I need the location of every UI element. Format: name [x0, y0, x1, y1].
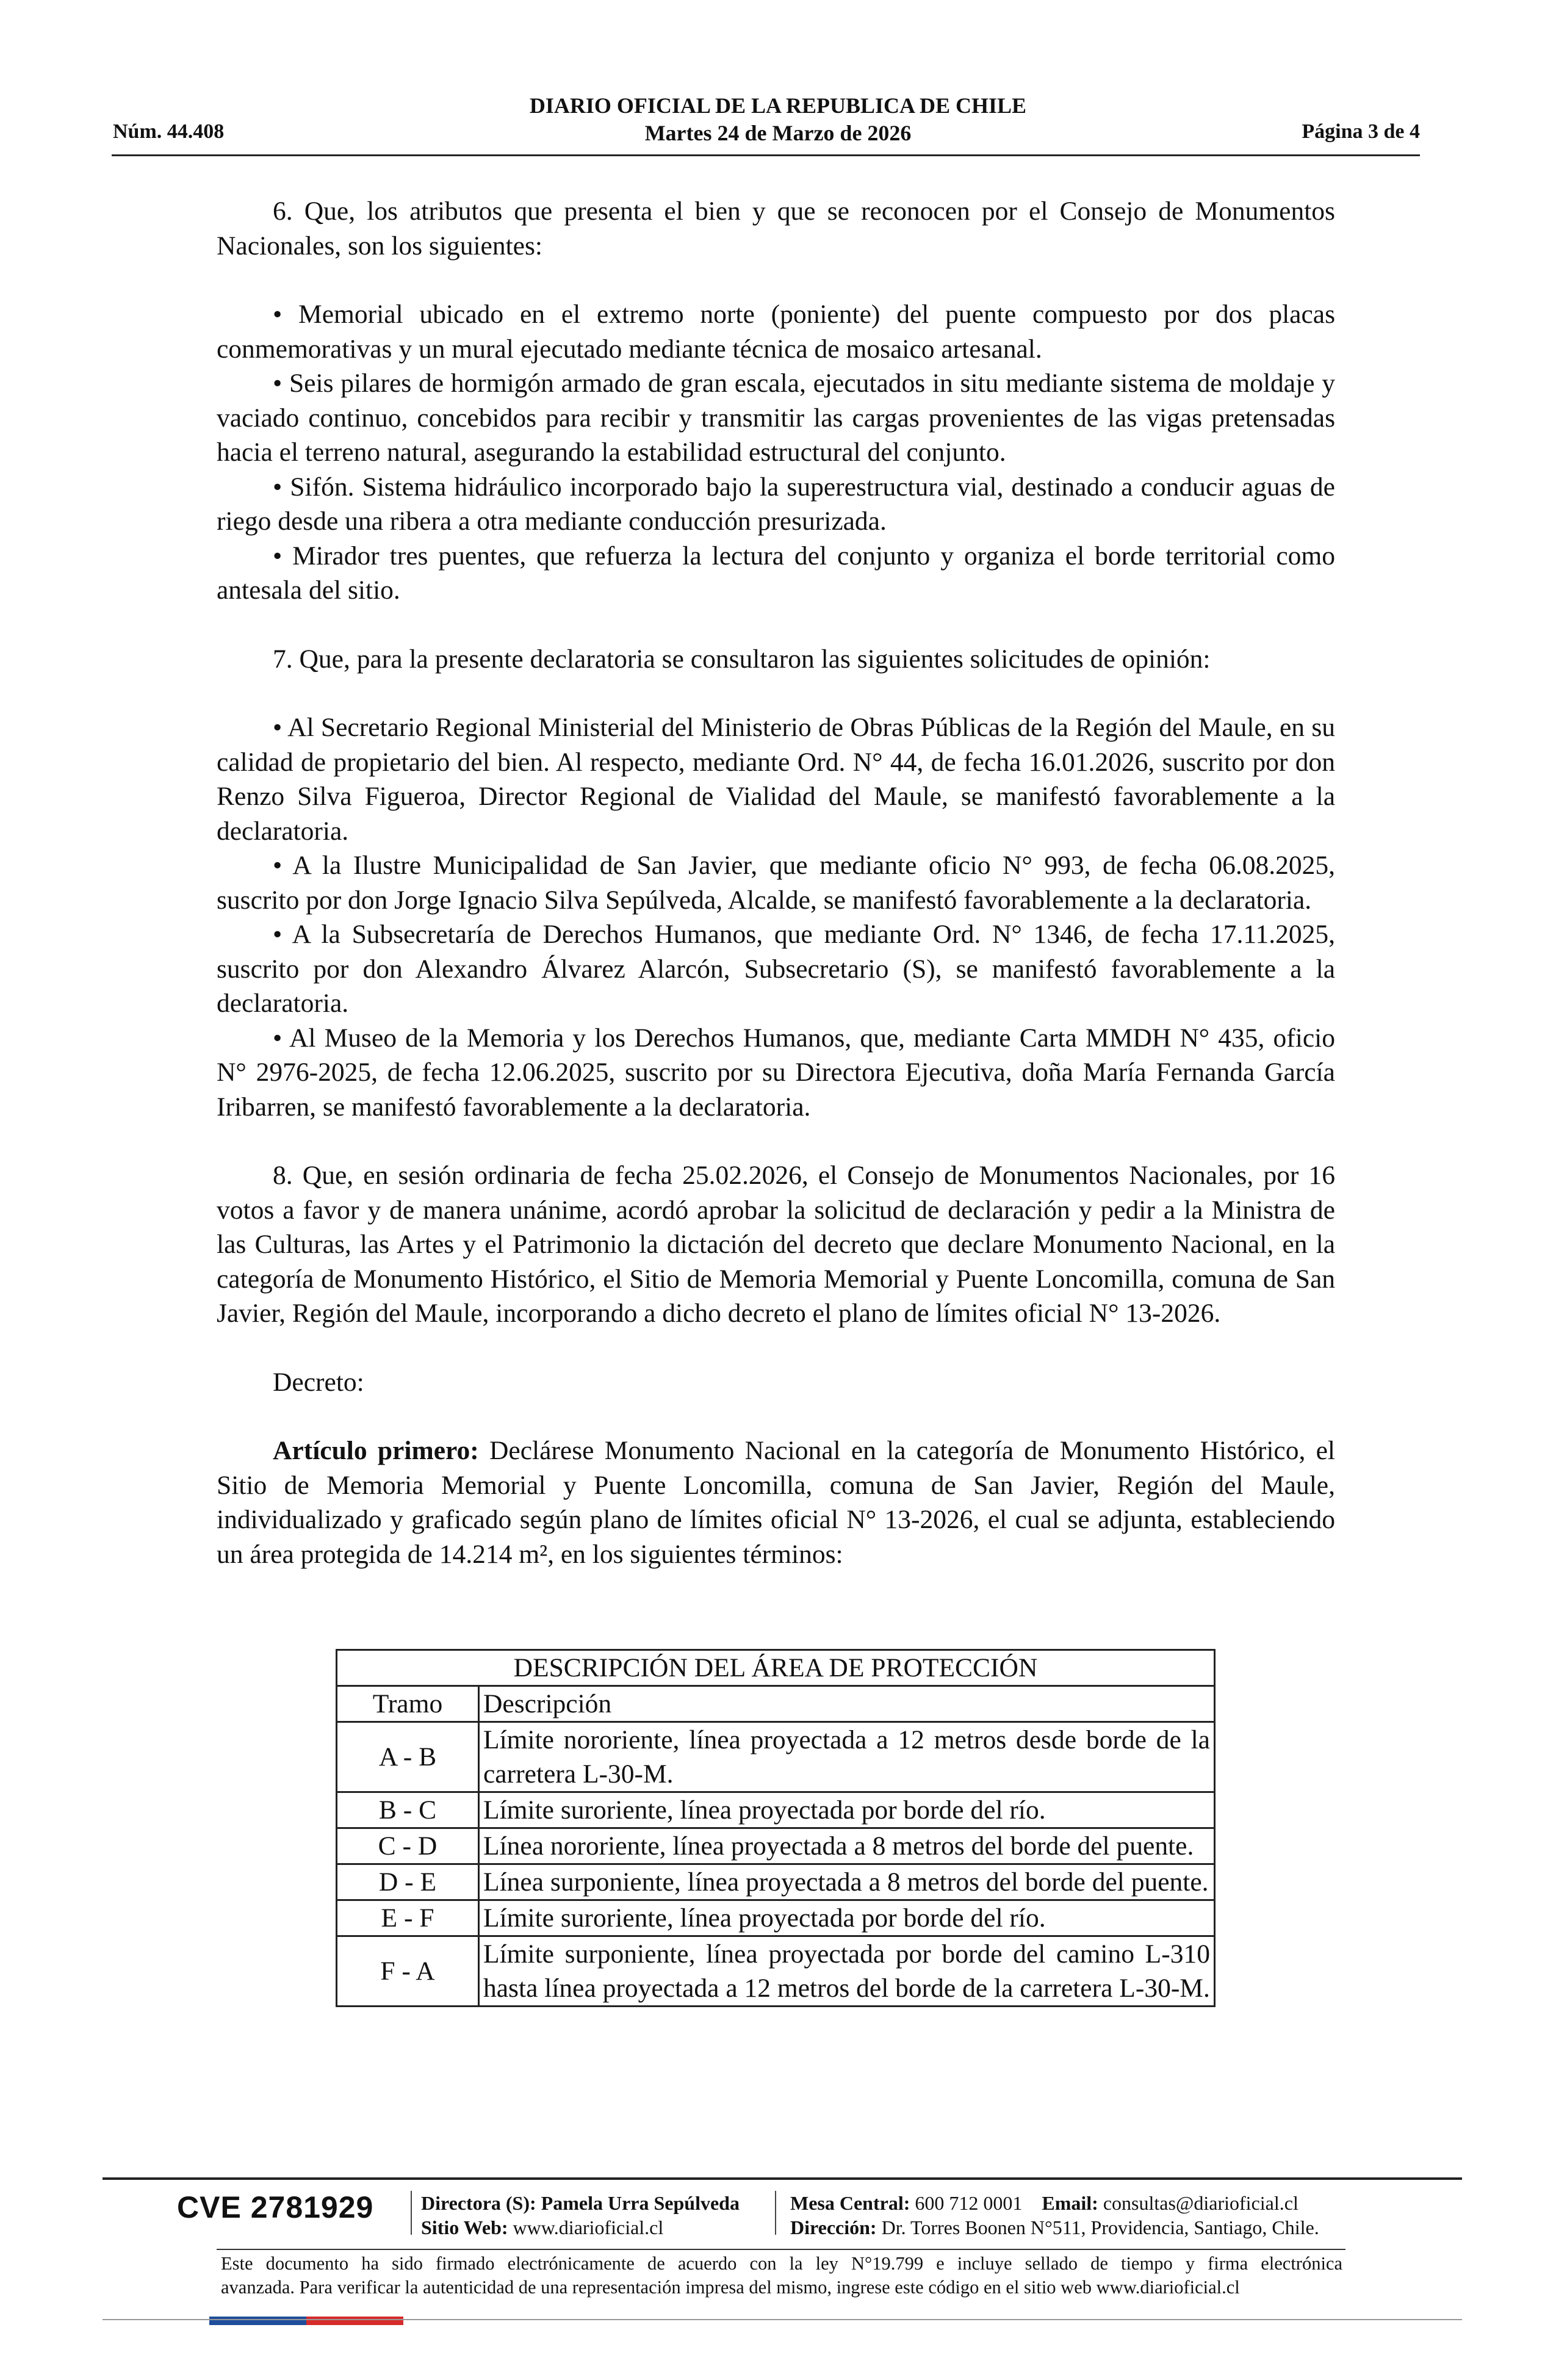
consultation-item: • Al Museo de la Memoria y los Derechos Humanos, que, mediante Carta MMDH N° 435, oficio N° 2976-2025, de fecha 12.06.2025, suscrito por su Directora Ejecutiva, doña María Fernanda García Iribarren, se manifestó favorablemente a la declaratoria.: [217, 1023, 1335, 1122]
table-row: [337, 1900, 1215, 1936]
website-line: [421, 2215, 663, 2240]
description-cell: Límite suroriente, línea proyectada por borde del río.: [479, 1900, 1215, 1936]
table-row: [337, 1828, 1215, 1864]
email-label: Email:: [1042, 2192, 1098, 2214]
column-header-descripcion: Descripción: [479, 1686, 1215, 1722]
article-one-label: Artículo primero:: [273, 1436, 479, 1465]
tramo-cell: C - D: [337, 1828, 479, 1864]
protection-area-table: [336, 1649, 1216, 2007]
page-indicator: Página 3 de 4: [1302, 120, 1420, 143]
tramo-cell: B - C: [337, 1792, 479, 1828]
directora-line: [421, 2191, 740, 2215]
cve-code: CVE 2781929: [177, 2190, 374, 2224]
footer-separator: [411, 2191, 412, 2235]
tramo-cell: E - F: [337, 1900, 479, 1936]
table-row: [337, 1792, 1215, 1828]
email-link[interactable]: consultas@diarioficial.cl: [1103, 2192, 1298, 2214]
tramo-cell: F - A: [337, 1936, 479, 2007]
signature-notice-line: avanzada. Para verificar la autenticidad de una representación impresa del mismo, ingrese este código en el sitio web www.diarioficial.cl: [221, 2277, 1240, 2298]
tramo-cell: A - B: [337, 1722, 479, 1792]
description-cell: Límite surponiente, línea proyectada por borde del camino L-310 hasta línea proyectada a 12 metros del borde de la carretera L-30-M.: [479, 1936, 1215, 2007]
color-segment: [355, 2317, 404, 2325]
table-row: [337, 1864, 1215, 1900]
website-link[interactable]: www.diarioficial.cl: [513, 2216, 664, 2238]
description-cell: Límite suroriente, línea proyectada por borde del río.: [479, 1792, 1215, 1828]
address-value: Dr. Torres Boonen N°511, Providencia, Santiago, Chile.: [881, 2216, 1319, 2238]
contact-line: [790, 2191, 1298, 2215]
footer-separator: [775, 2191, 776, 2235]
publication-date: Martes 24 de Marzo de 2026: [644, 121, 912, 145]
bottom-rule: [103, 2319, 1462, 2320]
flag-color-bar: [209, 2317, 403, 2325]
address-label: Dirección:: [790, 2216, 877, 2238]
document-body: [217, 194, 1335, 1571]
footer-divider: [103, 2177, 1462, 2180]
website-label: Sitio Web:: [421, 2216, 508, 2238]
table-row: [337, 1936, 1215, 2007]
tramo-cell: D - E: [337, 1864, 479, 1900]
column-header-tramo: Tramo: [337, 1686, 479, 1722]
color-segment: [209, 2317, 258, 2325]
attribute-item: • Sifón. Sistema hidráulico incorporado bajo la superestructura vial, destinado a conducir aguas de riego desde una ribera a otra mediante conducción presurizada.: [217, 472, 1335, 536]
publication-title: DIARIO OFICIAL DE LA REPUBLICA DE CHILE: [529, 93, 1027, 118]
attribute-item: • Seis pilares de hormigón armado de gran escala, ejecutados in situ mediante sistema de moldaje y vaciado continuo, concebidos para recibir y transmitir las cargas provenientes de las vigas pretensadas hacia el terreno natural, asegurando la estabilidad estructural del conjunto.: [217, 369, 1335, 467]
paragraph-6-intro: 6. Que, los atributos que presenta el bien y que se reconocen por el Consejo de Monumentos Nacionales, son los siguientes:: [217, 197, 1335, 261]
table-row: [337, 1722, 1215, 1792]
description-cell: Línea nororiente, línea proyectada a 8 metros del borde del puente.: [479, 1828, 1215, 1864]
address-line: [790, 2215, 1319, 2240]
phone-label: Mesa Central:: [790, 2192, 910, 2214]
consultation-item: • A la Ilustre Municipalidad de San Javier, que mediante oficio N° 993, de fecha 06.08.2025, suscrito por don Jorge Ignacio Silva Sepúlveda, Alcalde, se manifestó favorablemente a la declaratoria.: [217, 851, 1335, 915]
paragraph-7-intro: 7. Que, para la presente declaratoria se consultaron las siguientes solicitudes de opinión:: [273, 644, 1211, 674]
attribute-item: • Memorial ubicado en el extremo norte (poniente) del puente compuesto por dos placas conmemorativas y un mural ejecutado mediante técnica de mosaico artesanal.: [217, 300, 1335, 364]
table-title: DESCRIPCIÓN DEL ÁREA DE PROTECCIÓN: [337, 1650, 1215, 1686]
directora-text: Directora (S): Pamela Urra Sepúlveda: [421, 2192, 740, 2214]
issue-number: Núm. 44.408: [113, 120, 225, 143]
article-one-text: Declárese Monumento Nacional en la categoría de Monumento Histórico, el Sitio de Memoria Memorial y Puente Loncomilla, comuna de San Javier, Región del Maule, individualizado y graficado según plano de límites oficial N° 13-2026, el cual se adjunta, estableciendo un área protegida de 14.214 m², en los siguientes términos:: [217, 1436, 1335, 1569]
signature-notice: [221, 2252, 1342, 2299]
description-cell: Línea surponiente, línea proyectada a 8 metros del borde del puente.: [479, 1864, 1215, 1900]
description-cell: Límite nororiente, línea proyectada a 12 metros desde borde de la carretera L-30-M.: [479, 1722, 1215, 1792]
consultation-item: • Al Secretario Regional Ministerial del Ministerio de Obras Públicas de la Región del Maule, en su calidad de propietario del bien. Al respecto, mediante Ord. N° 44, de fecha 16.01.2026, suscrito por don Renzo Silva Figueroa, Director Regional de Vialidad del Maule, se manifestó favorablemente a la declaratoria.: [217, 713, 1335, 846]
phone-value: 600 712 0001: [915, 2192, 1023, 2214]
header-divider: [112, 154, 1420, 156]
article-one: [217, 1433, 1335, 1571]
consultation-item: • A la Subsecretaría de Derechos Humanos, que mediante Ord. N° 1346, de fecha 17.11.2025, suscrito por don Alexandro Álvarez Alarcón, Subsecretario (S), se manifestó favorablemente a la declaratoria.: [217, 920, 1335, 1018]
color-segment: [258, 2317, 307, 2325]
color-segment: [306, 2317, 355, 2325]
decreto-heading: Decreto:: [273, 1367, 364, 1397]
footer-note-divider: [217, 2249, 1345, 2250]
signature-notice-line: Este documento ha sido firmado electrónicamente de acuerdo con la ley N°19.799 e incluye sellado de tiempo y firma electrónica: [221, 2253, 1342, 2274]
attribute-item: • Mirador tres puentes, que refuerza la lectura del conjunto y organiza el borde territorial como antesala del sitio.: [217, 541, 1335, 605]
paragraph-8: 8. Que, en sesión ordinaria de fecha 25.02.2026, el Consejo de Monumentos Nacionales, por 16 votos a favor y de manera unánime, acordó aprobar la solicitud de declaración y pedir a la Ministra de las Culturas, las Artes y el Patrimonio la dictación del decreto que declare Monumento Nacional, en la categoría de Monumento Histórico, el Sitio de Memoria Memorial y Puente Loncomilla, comuna de San Javier, Región del Maule, incorporando a dicho decreto el plano de límites oficial N° 13-2026.: [217, 1161, 1335, 1328]
